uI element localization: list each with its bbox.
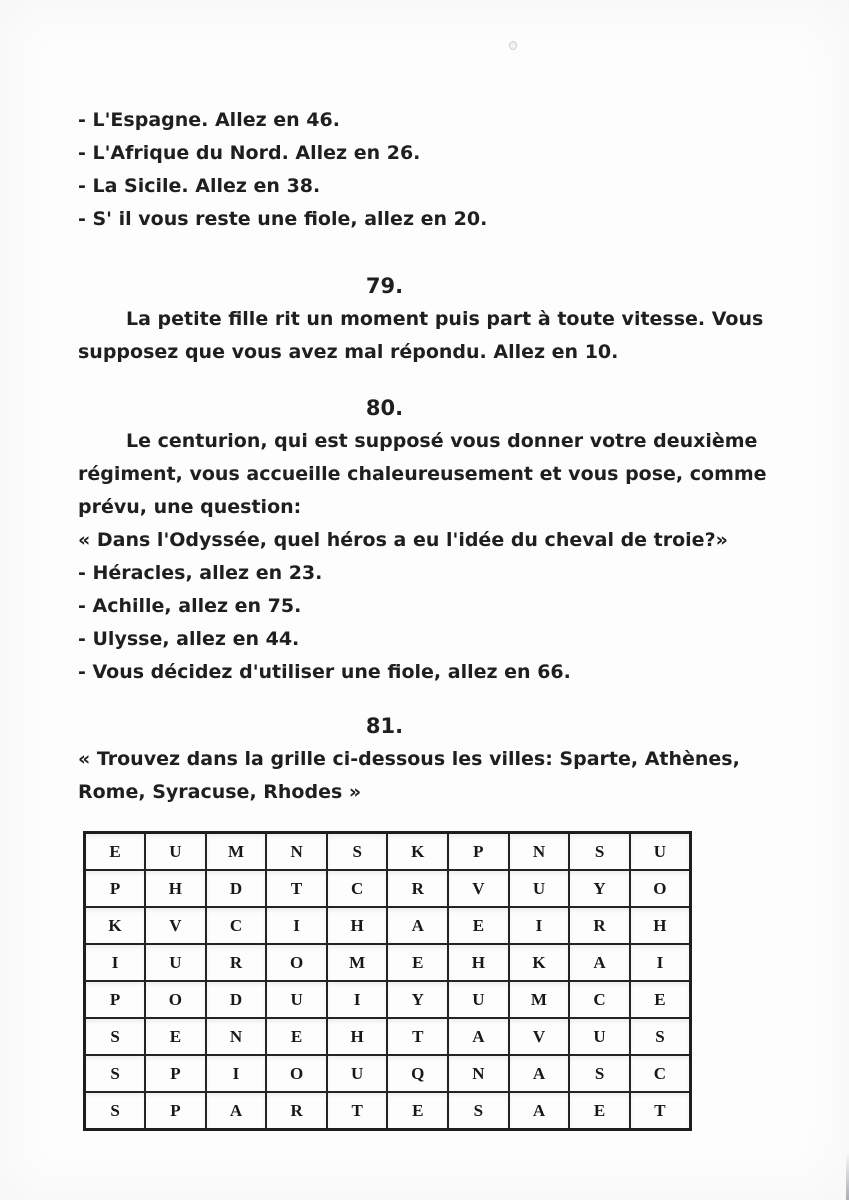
grid-cell: Y	[387, 981, 448, 1018]
quote-line: Rome, Syracuse, Rhodes »	[78, 781, 362, 803]
grid-cell: H	[327, 907, 388, 944]
grid-cell: N	[266, 833, 327, 871]
paragraph-line: régiment, vous accueille chaleureusement et vous pose, comme	[78, 463, 767, 485]
grid-cell: S	[327, 833, 388, 871]
section-number-79: 79.	[365, 274, 404, 298]
grid-cell: Q	[387, 1055, 448, 1092]
grid-cell: U	[145, 944, 206, 981]
grid-cell: U	[448, 981, 509, 1018]
choice-line: - La Sicile. Allez en 38.	[78, 175, 321, 197]
grid-row	[85, 1092, 691, 1130]
quote-line: « Trouvez dans la grille ci-dessous les villes: Sparte, Athènes,	[78, 748, 740, 770]
grid-cell: S	[85, 1092, 146, 1130]
grid-cell: E	[630, 981, 691, 1018]
grid-row	[85, 1055, 691, 1092]
grid-cell: S	[569, 833, 630, 871]
grid-cell: M	[509, 981, 570, 1018]
grid-row	[85, 1018, 691, 1055]
grid-cell: R	[266, 1092, 327, 1130]
grid-cell: V	[509, 1018, 570, 1055]
grid-cell: I	[630, 944, 691, 981]
grid-cell: T	[327, 1092, 388, 1130]
grid-cell: K	[509, 944, 570, 981]
grid-cell: S	[448, 1092, 509, 1130]
section-81-paragraph	[78, 743, 779, 809]
grid-cell: R	[387, 870, 448, 907]
choice-line: - S' il vous reste une fiole, allez en 20.	[78, 208, 488, 230]
grid-cell: H	[630, 907, 691, 944]
grid-cell: P	[448, 833, 509, 871]
grid-cell: N	[448, 1055, 509, 1092]
scan-speck-artifact	[509, 41, 517, 50]
grid-cell: E	[85, 833, 146, 871]
grid-cell: Y	[569, 870, 630, 907]
grid-cell: P	[85, 981, 146, 1018]
grid-cell: O	[145, 981, 206, 1018]
grid-cell: H	[448, 944, 509, 981]
grid-cell: S	[569, 1055, 630, 1092]
grid-cell: E	[569, 1092, 630, 1130]
grid-cell: M	[206, 833, 267, 871]
grid-cell: I	[327, 981, 388, 1018]
grid-cell: S	[85, 1055, 146, 1092]
grid-cell: N	[509, 833, 570, 871]
grid-cell: P	[145, 1092, 206, 1130]
grid-cell: O	[266, 944, 327, 981]
choice-line: - Ulysse, allez en 44.	[78, 628, 300, 650]
grid-row	[85, 981, 691, 1018]
grid-cell: M	[327, 944, 388, 981]
grid-cell: C	[327, 870, 388, 907]
choice-line: - Achille, allez en 75.	[78, 595, 302, 617]
grid-cell: T	[630, 1092, 691, 1130]
grid-cell: D	[206, 981, 267, 1018]
grid-cell: R	[569, 907, 630, 944]
grid-cell: P	[85, 870, 146, 907]
grid-cell: I	[509, 907, 570, 944]
choice-line: - Vous décidez d'utiliser une fiole, allez en 66.	[78, 661, 571, 683]
grid-cell: H	[145, 870, 206, 907]
quote-line: « Dans l'Odyssée, quel héros a eu l'idée du cheval de troie?»	[78, 529, 728, 551]
grid-cell: K	[85, 907, 146, 944]
grid-cell: E	[387, 944, 448, 981]
grid-cell: C	[569, 981, 630, 1018]
grid-row	[85, 944, 691, 981]
grid-cell: U	[630, 833, 691, 871]
grid-cell: A	[206, 1092, 267, 1130]
paragraph-line: supposez que vous avez mal répondu. Allez en 10.	[78, 341, 619, 363]
section-number-81: 81.	[365, 714, 404, 738]
grid-cell: U	[327, 1055, 388, 1092]
word-search-grid	[83, 831, 692, 1131]
grid-cell: P	[145, 1055, 206, 1092]
grid-cell: O	[266, 1055, 327, 1092]
grid-row	[85, 907, 691, 944]
grid-cell: U	[266, 981, 327, 1018]
grid-cell: T	[266, 870, 327, 907]
choice-line: - L'Espagne. Allez en 46.	[78, 109, 340, 131]
grid-cell: N	[206, 1018, 267, 1055]
grid-row	[85, 833, 691, 871]
grid-cell: K	[387, 833, 448, 871]
grid-cell: I	[206, 1055, 267, 1092]
grid-cell: U	[145, 833, 206, 871]
grid-cell: E	[387, 1092, 448, 1130]
choice-list-top	[78, 104, 779, 236]
grid-cell: A	[509, 1055, 570, 1092]
grid-cell: U	[569, 1018, 630, 1055]
grid-cell: V	[448, 870, 509, 907]
grid-row	[85, 870, 691, 907]
section-80-paragraph	[78, 425, 779, 557]
grid-cell: A	[509, 1092, 570, 1130]
grid-cell: O	[630, 870, 691, 907]
grid-cell: A	[569, 944, 630, 981]
grid-cell: R	[206, 944, 267, 981]
grid-cell: E	[145, 1018, 206, 1055]
grid-cell: A	[448, 1018, 509, 1055]
choice-line: - Héracles, allez en 23.	[78, 562, 323, 584]
grid-cell: S	[630, 1018, 691, 1055]
grid-cell: I	[85, 944, 146, 981]
grid-cell: H	[327, 1018, 388, 1055]
grid-cell: U	[509, 870, 570, 907]
paragraph-line: prévu, une question:	[78, 496, 302, 518]
grid-cell: I	[266, 907, 327, 944]
paragraph-line: Le centurion, qui est supposé vous donner votre deuxième	[126, 430, 758, 452]
grid-cell: C	[630, 1055, 691, 1092]
grid-cell: E	[266, 1018, 327, 1055]
choice-list-80	[78, 557, 779, 689]
grid-cell: V	[145, 907, 206, 944]
section-79-paragraph	[78, 303, 779, 369]
section-number-80: 80.	[365, 396, 404, 420]
grid-cell: E	[448, 907, 509, 944]
grid-cell: S	[85, 1018, 146, 1055]
grid-cell: T	[387, 1018, 448, 1055]
grid-cell: C	[206, 907, 267, 944]
grid-cell: D	[206, 870, 267, 907]
paragraph-line: La petite fille rit un moment puis part à toute vitesse. Vous	[126, 308, 764, 330]
choice-line: - L'Afrique du Nord. Allez en 26.	[78, 142, 421, 164]
grid-cell: A	[387, 907, 448, 944]
